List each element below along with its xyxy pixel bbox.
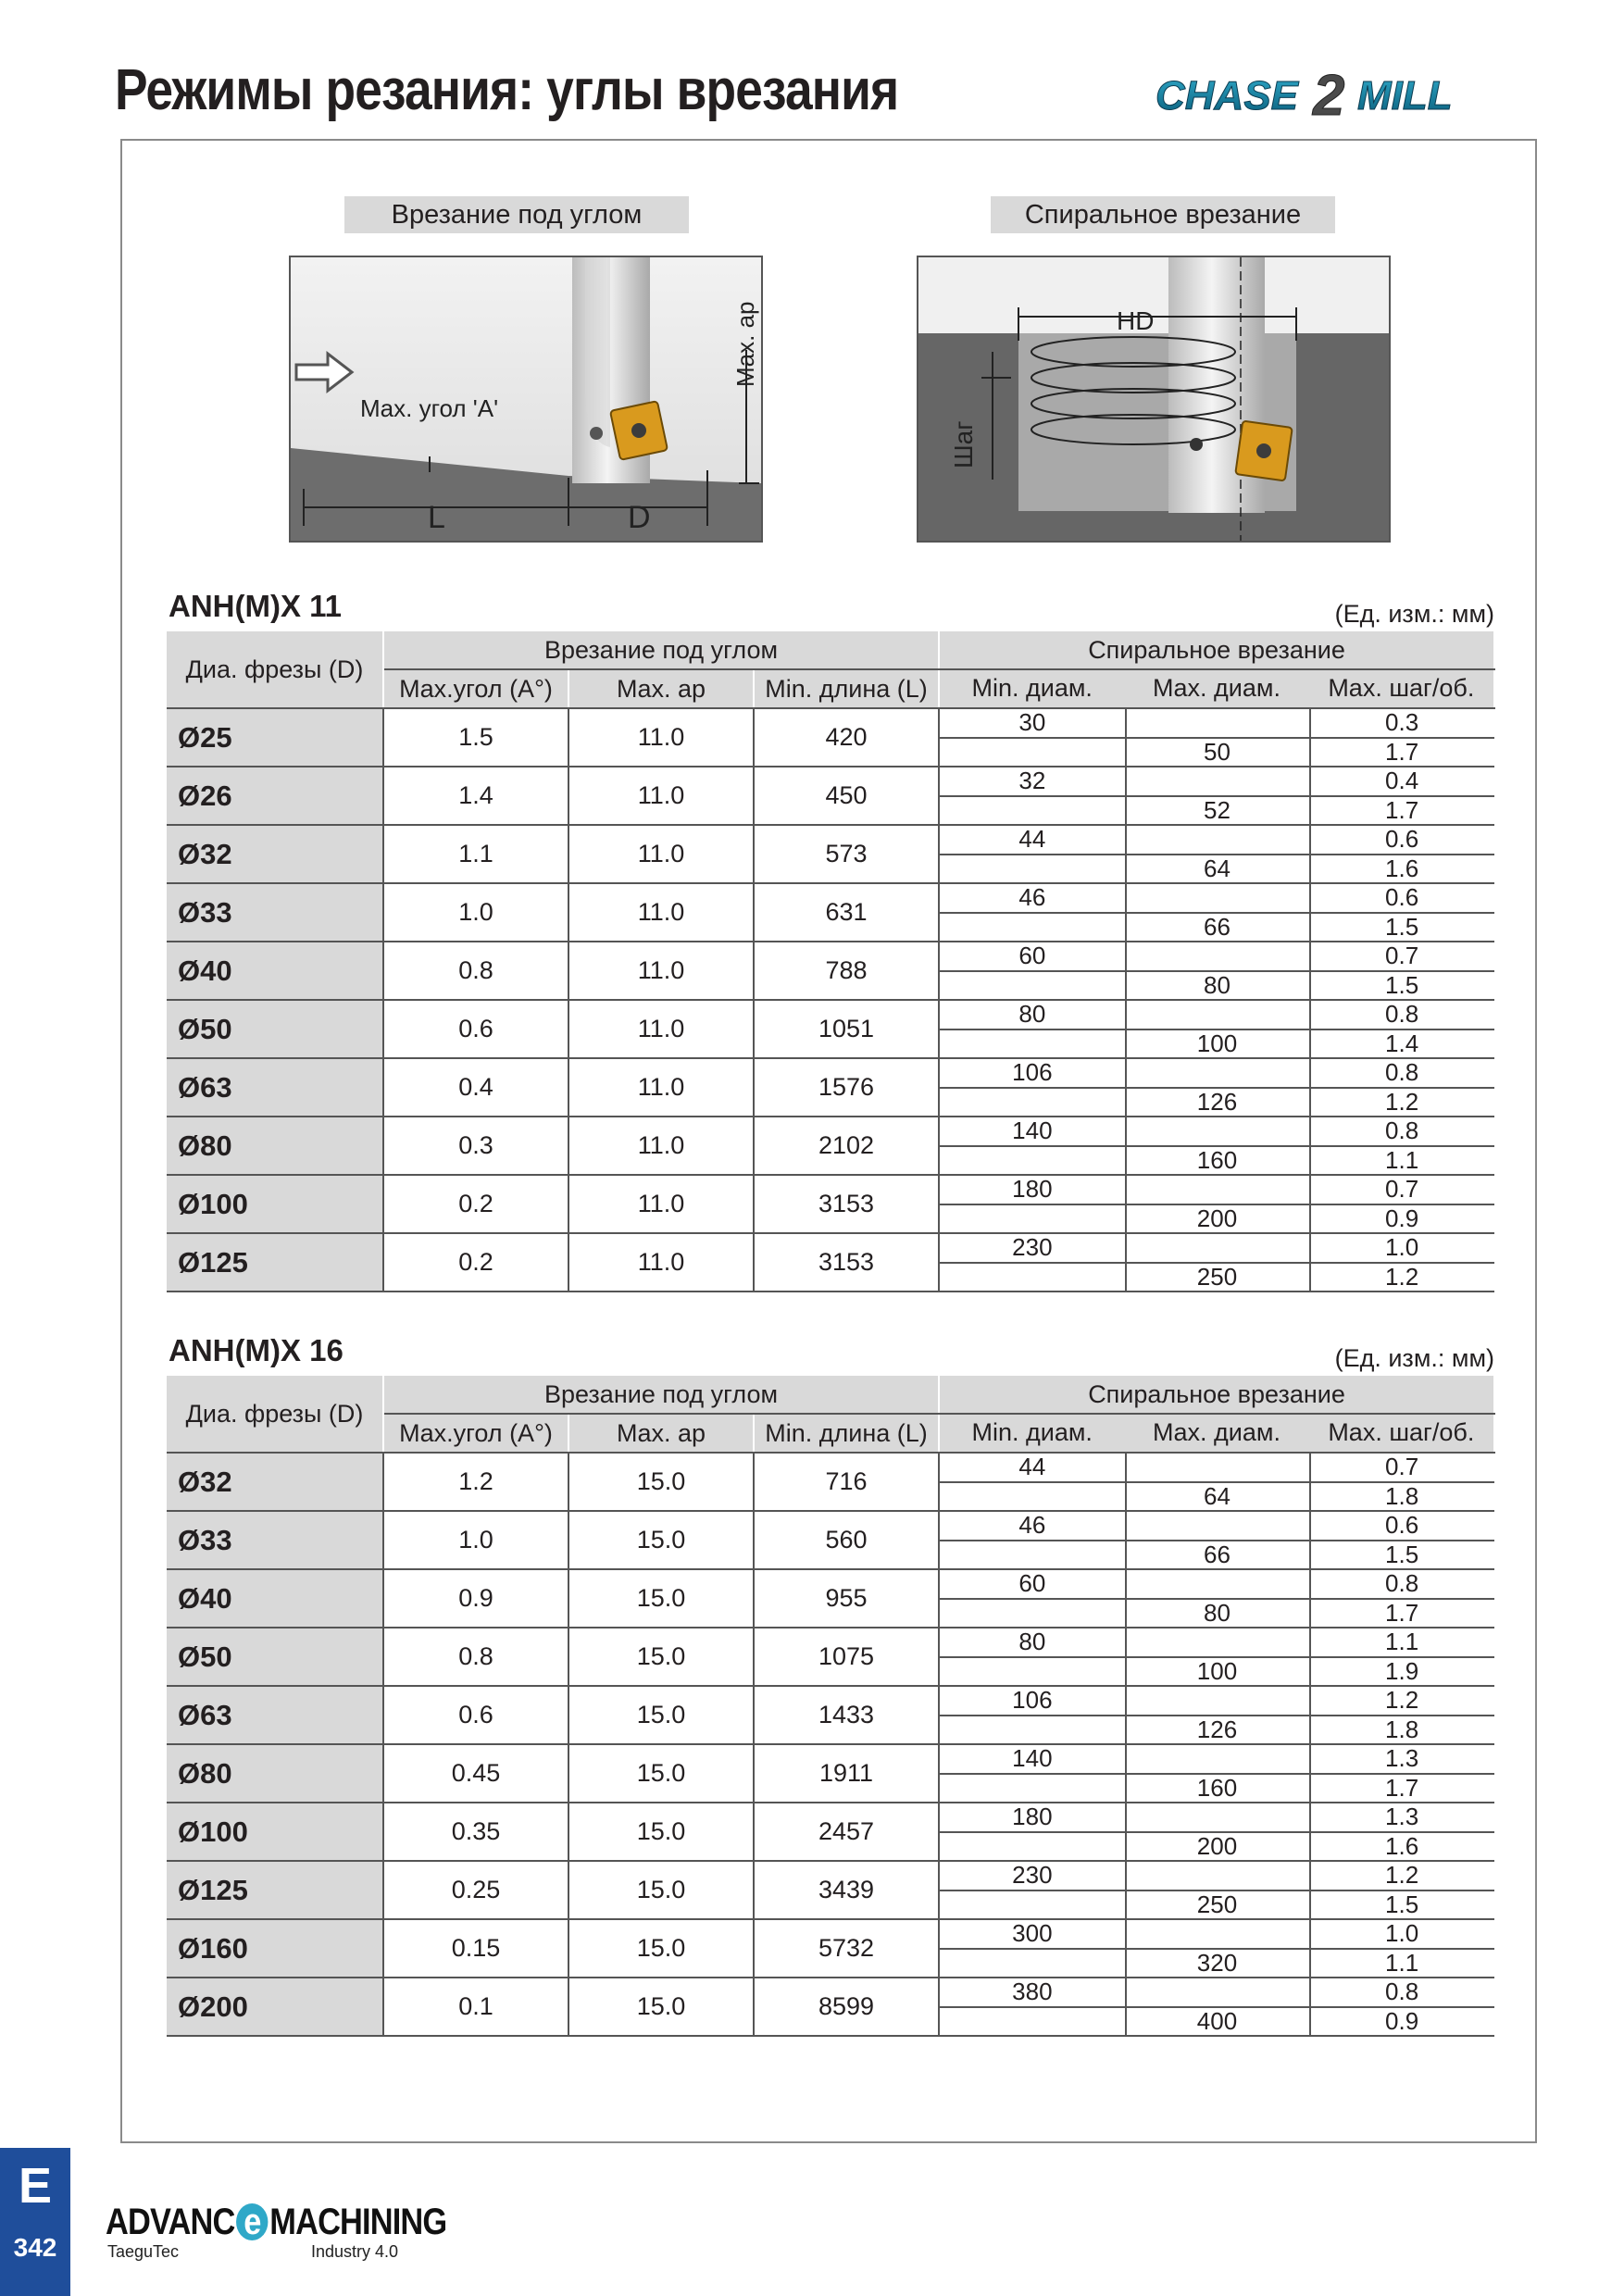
min-dia-value: 140 xyxy=(1012,1744,1053,1772)
pitch-min-dia-value: 1.2 xyxy=(1385,1686,1419,1714)
max-dia-value: 52 xyxy=(1204,796,1230,824)
header-helix-group: Спиральное врезание xyxy=(939,1375,1494,1414)
diameter-cell: Ø40 xyxy=(167,1569,383,1628)
min-length-cell: 3439 xyxy=(754,1861,939,1919)
max-dia-value: 126 xyxy=(1196,1716,1238,1743)
header-max-dia: Max. диам. xyxy=(1153,674,1280,702)
min-dia-value: 60 xyxy=(1018,1569,1046,1597)
max-angle-cell: 1.4 xyxy=(383,767,568,825)
max-ap-cell: 11.0 xyxy=(568,1000,754,1058)
table-row xyxy=(167,767,1494,825)
table16 xyxy=(167,1374,1495,2037)
table11-body xyxy=(167,708,1494,1292)
min-dia-value: 80 xyxy=(1018,1628,1046,1655)
ramp-figure xyxy=(289,256,763,543)
helical-figure xyxy=(917,256,1391,543)
table-row xyxy=(167,1000,1494,1058)
table11 xyxy=(167,630,1495,1292)
pitch-min-dia-value: 0.6 xyxy=(1385,825,1419,853)
max-ap-cell: 11.0 xyxy=(568,883,754,942)
table-row xyxy=(167,1511,1494,1569)
insert-icon xyxy=(610,401,668,460)
diameter-cell: Ø125 xyxy=(167,1233,383,1292)
diameter-cell: Ø100 xyxy=(167,1803,383,1861)
min-dia-value: 30 xyxy=(1018,708,1046,736)
max-ap-label: Max. ap xyxy=(731,301,759,387)
max-dia-value: 250 xyxy=(1196,1263,1238,1291)
max-ap-cell: 15.0 xyxy=(568,1803,754,1861)
max-ap-cell: 11.0 xyxy=(568,1117,754,1175)
header-max-angle: Max.угол (A°) xyxy=(383,1414,568,1453)
header-dia: Диа. фрезы (D) xyxy=(167,1375,383,1453)
pitch-min-dia-value: 0.8 xyxy=(1385,1978,1419,2005)
page-title: Режимы резания: углы врезания xyxy=(115,58,899,122)
section-letter: E xyxy=(18,2158,53,2214)
helix-cell xyxy=(939,1058,1494,1117)
table-row xyxy=(167,1919,1494,1978)
min-length-cell: 8599 xyxy=(754,1978,939,2036)
helix-cell xyxy=(939,1569,1494,1628)
pitch-max-dia-value: 1.9 xyxy=(1385,1657,1419,1685)
helix-cell xyxy=(939,1117,1494,1175)
diameter-cell: Ø125 xyxy=(167,1861,383,1919)
helix-cell xyxy=(939,883,1494,942)
min-dia-value: 32 xyxy=(1018,767,1046,794)
diameter-cell: Ø32 xyxy=(167,1453,383,1511)
diameter-cell: Ø63 xyxy=(167,1058,383,1117)
helix-cell xyxy=(939,1686,1494,1744)
max-dia-value: 200 xyxy=(1196,1832,1238,1860)
header-max-pitch: Max. шаг/об. xyxy=(1328,1418,1475,1446)
pitch-min-dia-value: 1.1 xyxy=(1385,1628,1419,1655)
pitch-label: Шаг xyxy=(949,420,978,468)
min-length-cell: 5732 xyxy=(754,1919,939,1978)
pitch-min-dia-value: 1.0 xyxy=(1385,1919,1419,1947)
max-angle-cell: 0.35 xyxy=(383,1803,568,1861)
brand-right: MACHINING xyxy=(269,2202,447,2242)
min-length-cell: 450 xyxy=(754,767,939,825)
pitch-min-dia-value: 0.8 xyxy=(1385,1058,1419,1086)
max-angle-cell: 1.0 xyxy=(383,883,568,942)
min-length-cell: 631 xyxy=(754,883,939,942)
max-dia-value: 64 xyxy=(1204,1482,1230,1510)
max-ap-cell: 11.0 xyxy=(568,1233,754,1292)
diameter-cell: Ø100 xyxy=(167,1175,383,1233)
table-row xyxy=(167,1861,1494,1919)
pitch-min-dia-value: 0.8 xyxy=(1385,1000,1419,1028)
table-row xyxy=(167,1117,1494,1175)
helix-cell xyxy=(939,1803,1494,1861)
header-max-ap: Max. ap xyxy=(568,1414,754,1453)
max-dia-value: 66 xyxy=(1204,913,1230,941)
max-angle-cell: 0.6 xyxy=(383,1000,568,1058)
max-ap-cell: 11.0 xyxy=(568,708,754,767)
min-length-cell: 1075 xyxy=(754,1628,939,1686)
pitch-min-dia-value: 0.7 xyxy=(1385,942,1419,969)
min-dia-value: 60 xyxy=(1018,942,1046,969)
pitch-max-dia-value: 1.6 xyxy=(1385,1832,1419,1860)
insert-icon xyxy=(1235,421,1293,481)
helix-cell xyxy=(939,767,1494,825)
table-row xyxy=(167,1233,1494,1292)
header-ramp-group: Врезание под углом xyxy=(383,1375,939,1414)
max-ap-cell: 11.0 xyxy=(568,767,754,825)
ramp-diagram xyxy=(291,257,761,541)
min-length-cell: 1051 xyxy=(754,1000,939,1058)
max-dia-value: 100 xyxy=(1196,1029,1238,1057)
max-ap-cell: 15.0 xyxy=(568,1744,754,1803)
min-length-cell: 560 xyxy=(754,1511,939,1569)
pitch-min-dia-value: 0.8 xyxy=(1385,1569,1419,1597)
table-row xyxy=(167,1058,1494,1117)
diameter-cell: Ø63 xyxy=(167,1686,383,1744)
header-helix-group: Спиральное врезание xyxy=(939,630,1494,669)
table-row xyxy=(167,1453,1494,1511)
table16-units: (Ед. изм.: мм) xyxy=(1334,1344,1494,1372)
diameter-cell: Ø80 xyxy=(167,1744,383,1803)
max-ap-cell: 15.0 xyxy=(568,1569,754,1628)
max-dia-value: 160 xyxy=(1196,1146,1238,1174)
max-angle-cell: 0.45 xyxy=(383,1744,568,1803)
min-dia-value: 80 xyxy=(1018,1000,1046,1028)
min-dia-value: 106 xyxy=(1012,1058,1053,1086)
max-ap-cell: 11.0 xyxy=(568,825,754,883)
table-row xyxy=(167,1686,1494,1744)
header-dia: Диа. фрезы (D) xyxy=(167,630,383,708)
pitch-min-dia-value: 0.4 xyxy=(1385,767,1419,794)
header-min-dia: Min. диам. xyxy=(971,674,1093,702)
pitch-max-dia-value: 1.4 xyxy=(1385,1029,1419,1057)
max-angle-cell: 1.1 xyxy=(383,825,568,883)
table-row xyxy=(167,942,1494,1000)
pitch-max-dia-value: 1.7 xyxy=(1385,738,1419,766)
max-ap-cell: 15.0 xyxy=(568,1686,754,1744)
table-row xyxy=(167,1628,1494,1686)
max-dia-value: 250 xyxy=(1196,1890,1238,1918)
diameter-cell: Ø33 xyxy=(167,883,383,942)
max-dia-value: 320 xyxy=(1196,1949,1238,1977)
max-angle-cell: 0.15 xyxy=(383,1919,568,1978)
pitch-min-dia-value: 1.3 xyxy=(1385,1744,1419,1772)
pitch-min-dia-value: 0.7 xyxy=(1385,1175,1419,1203)
helix-cell xyxy=(939,1175,1494,1233)
pitch-max-dia-value: 1.7 xyxy=(1385,1599,1419,1627)
pitch-min-dia-value: 1.3 xyxy=(1385,1803,1419,1830)
screw-icon xyxy=(1190,438,1203,451)
header-helix-cols xyxy=(939,669,1494,708)
advance-machining-logo xyxy=(106,2203,502,2263)
pitch-max-dia-value: 1.5 xyxy=(1385,1890,1419,1918)
logo-text-mid: 2 xyxy=(1313,64,1345,128)
max-dia-value: 64 xyxy=(1204,855,1230,882)
helix-cell xyxy=(939,1919,1494,1978)
brand-sub-right: Industry 4.0 xyxy=(311,2242,399,2261)
max-dia-value: 66 xyxy=(1204,1541,1230,1568)
page-number: 342 xyxy=(13,2233,57,2262)
logo-text-left: CHASE xyxy=(1156,73,1299,119)
pitch-max-dia-value: 0.9 xyxy=(1385,2007,1419,2035)
pitch-max-dia-value: 1.7 xyxy=(1385,1774,1419,1802)
pitch-min-dia-value: 0.7 xyxy=(1385,1453,1419,1480)
max-angle-cell: 0.2 xyxy=(383,1233,568,1292)
table-row xyxy=(167,1978,1494,2036)
max-dia-value: 200 xyxy=(1196,1204,1238,1232)
table-row xyxy=(167,883,1494,942)
min-length-cell: 716 xyxy=(754,1453,939,1511)
pitch-min-dia-value: 0.6 xyxy=(1385,883,1419,911)
min-dia-value: 106 xyxy=(1012,1686,1053,1714)
helix-cell xyxy=(939,942,1494,1000)
max-dia-value: 80 xyxy=(1204,1599,1230,1627)
header-helix-cols xyxy=(939,1414,1494,1453)
min-length-cell: 955 xyxy=(754,1569,939,1628)
min-length-cell: 1576 xyxy=(754,1058,939,1117)
helix-cell xyxy=(939,1511,1494,1569)
pitch-min-dia-value: 1.0 xyxy=(1385,1233,1419,1261)
diameter-cell: Ø40 xyxy=(167,942,383,1000)
D-label: D xyxy=(628,500,651,535)
max-angle-label: Max. угол 'A' xyxy=(360,394,499,422)
max-ap-cell: 15.0 xyxy=(568,1861,754,1919)
pitch-max-dia-value: 1.2 xyxy=(1385,1263,1419,1291)
helical-caption: Спиральное врезание xyxy=(991,196,1335,233)
min-dia-value: 140 xyxy=(1012,1117,1053,1144)
diameter-cell: Ø25 xyxy=(167,708,383,767)
header-min-length: Min. длина (L) xyxy=(754,1414,939,1453)
helical-diagram xyxy=(918,257,1389,541)
helix-cell xyxy=(939,1453,1494,1511)
table11-units: (Ед. изм.: мм) xyxy=(1334,600,1494,628)
helix-cell xyxy=(939,708,1494,767)
pitch-max-dia-value: 0.9 xyxy=(1385,1204,1419,1232)
table-row xyxy=(167,1803,1494,1861)
table-row xyxy=(167,1569,1494,1628)
min-dia-value: 230 xyxy=(1012,1233,1053,1261)
table-row xyxy=(167,825,1494,883)
pitch-min-dia-value: 0.3 xyxy=(1385,708,1419,736)
diameter-cell: Ø33 xyxy=(167,1511,383,1569)
min-dia-value: 380 xyxy=(1012,1978,1053,2005)
helix-cell xyxy=(939,1233,1494,1292)
max-angle-cell: 0.8 xyxy=(383,1628,568,1686)
table11-title: ANH(M)X 11 xyxy=(169,589,343,623)
max-ap-cell: 15.0 xyxy=(568,1978,754,2036)
max-ap-cell: 15.0 xyxy=(568,1511,754,1569)
max-dia-value: 80 xyxy=(1204,971,1230,999)
helix-cell xyxy=(939,1628,1494,1686)
header-max-pitch: Max. шаг/об. xyxy=(1328,674,1475,702)
ramp-caption: Врезание под углом xyxy=(344,196,689,233)
min-dia-value: 180 xyxy=(1012,1803,1053,1830)
min-length-cell: 1911 xyxy=(754,1744,939,1803)
min-dia-value: 44 xyxy=(1018,825,1046,853)
logo-text-right: MILL xyxy=(1357,73,1453,119)
pitch-min-dia-value: 1.2 xyxy=(1385,1861,1419,1889)
table16-body xyxy=(167,1453,1494,2036)
header-max-dia: Max. диам. xyxy=(1153,1418,1280,1446)
pitch-max-dia-value: 1.1 xyxy=(1385,1146,1419,1174)
max-ap-cell: 15.0 xyxy=(568,1453,754,1511)
max-ap-cell: 11.0 xyxy=(568,1175,754,1233)
diameter-cell: Ø32 xyxy=(167,825,383,883)
max-angle-cell: 0.8 xyxy=(383,942,568,1000)
max-dia-value: 50 xyxy=(1204,738,1230,766)
L-label: L xyxy=(428,500,445,535)
min-length-cell: 3153 xyxy=(754,1175,939,1233)
pitch-min-dia-value: 0.8 xyxy=(1385,1117,1419,1144)
pitch-min-dia-value: 0.6 xyxy=(1385,1511,1419,1539)
max-dia-value: 126 xyxy=(1196,1088,1238,1116)
HD-label: HD xyxy=(1117,306,1155,335)
min-length-cell: 3153 xyxy=(754,1233,939,1292)
header-max-ap: Max. ap xyxy=(568,669,754,708)
max-dia-value: 100 xyxy=(1196,1657,1238,1685)
diameter-cell: Ø160 xyxy=(167,1919,383,1978)
helix-cell xyxy=(939,1000,1494,1058)
pitch-max-dia-value: 1.2 xyxy=(1385,1088,1419,1116)
helix-cell xyxy=(939,1978,1494,2036)
max-angle-cell: 1.0 xyxy=(383,1511,568,1569)
max-angle-cell: 0.2 xyxy=(383,1175,568,1233)
chase2mill-logo xyxy=(1148,61,1546,128)
max-dia-value: 160 xyxy=(1196,1774,1238,1802)
max-angle-cell: 1.2 xyxy=(383,1453,568,1511)
min-dia-value: 46 xyxy=(1018,1511,1046,1539)
max-angle-cell: 0.1 xyxy=(383,1978,568,2036)
table-row xyxy=(167,1175,1494,1233)
pitch-max-dia-value: 1.7 xyxy=(1385,796,1419,824)
max-angle-cell: 0.6 xyxy=(383,1686,568,1744)
min-dia-value: 180 xyxy=(1012,1175,1053,1203)
min-length-cell: 2102 xyxy=(754,1117,939,1175)
max-ap-cell: 15.0 xyxy=(568,1628,754,1686)
header-min-length: Min. длина (L) xyxy=(754,669,939,708)
pitch-max-dia-value: 1.6 xyxy=(1385,855,1419,882)
min-length-cell: 573 xyxy=(754,825,939,883)
pitch-max-dia-value: 1.8 xyxy=(1385,1716,1419,1743)
helix-cell xyxy=(939,1744,1494,1803)
min-length-cell: 788 xyxy=(754,942,939,1000)
header-max-angle: Max.угол (A°) xyxy=(383,669,568,708)
brand-e-icon: e xyxy=(236,2203,268,2240)
min-dia-value: 230 xyxy=(1012,1861,1053,1889)
max-angle-cell: 0.4 xyxy=(383,1058,568,1117)
max-angle-cell: 0.3 xyxy=(383,1117,568,1175)
pitch-max-dia-value: 1.8 xyxy=(1385,1482,1419,1510)
table-row xyxy=(167,1744,1494,1803)
helix-cell xyxy=(939,1861,1494,1919)
screw-icon xyxy=(590,427,603,440)
max-angle-cell: 0.25 xyxy=(383,1861,568,1919)
min-length-cell: 2457 xyxy=(754,1803,939,1861)
max-ap-cell: 11.0 xyxy=(568,942,754,1000)
max-angle-cell: 0.9 xyxy=(383,1569,568,1628)
diameter-cell: Ø80 xyxy=(167,1117,383,1175)
min-dia-value: 300 xyxy=(1012,1919,1053,1947)
min-dia-value: 44 xyxy=(1018,1453,1046,1480)
table-row xyxy=(167,708,1494,767)
max-ap-cell: 11.0 xyxy=(568,1058,754,1117)
diameter-cell: Ø50 xyxy=(167,1628,383,1686)
table16-title: ANH(M)X 16 xyxy=(169,1333,344,1367)
max-ap-cell: 15.0 xyxy=(568,1919,754,1978)
min-dia-value: 46 xyxy=(1018,883,1046,911)
section-tab xyxy=(0,2148,70,2296)
header-min-dia: Min. диам. xyxy=(971,1418,1093,1446)
helix-cell xyxy=(939,825,1494,883)
brand-sub-left: TaeguTec xyxy=(107,2242,180,2261)
pitch-max-dia-value: 1.5 xyxy=(1385,913,1419,941)
header-ramp-group: Врезание под углом xyxy=(383,630,939,669)
min-length-cell: 1433 xyxy=(754,1686,939,1744)
pitch-max-dia-value: 1.5 xyxy=(1385,1541,1419,1568)
diameter-cell: Ø26 xyxy=(167,767,383,825)
max-angle-cell: 1.5 xyxy=(383,708,568,767)
diameter-cell: Ø200 xyxy=(167,1978,383,2036)
pitch-max-dia-value: 1.5 xyxy=(1385,971,1419,999)
brand-left: ADVANC xyxy=(106,2202,235,2242)
max-dia-value: 400 xyxy=(1196,2007,1238,2035)
pitch-max-dia-value: 1.1 xyxy=(1385,1949,1419,1977)
min-length-cell: 420 xyxy=(754,708,939,767)
diameter-cell: Ø50 xyxy=(167,1000,383,1058)
